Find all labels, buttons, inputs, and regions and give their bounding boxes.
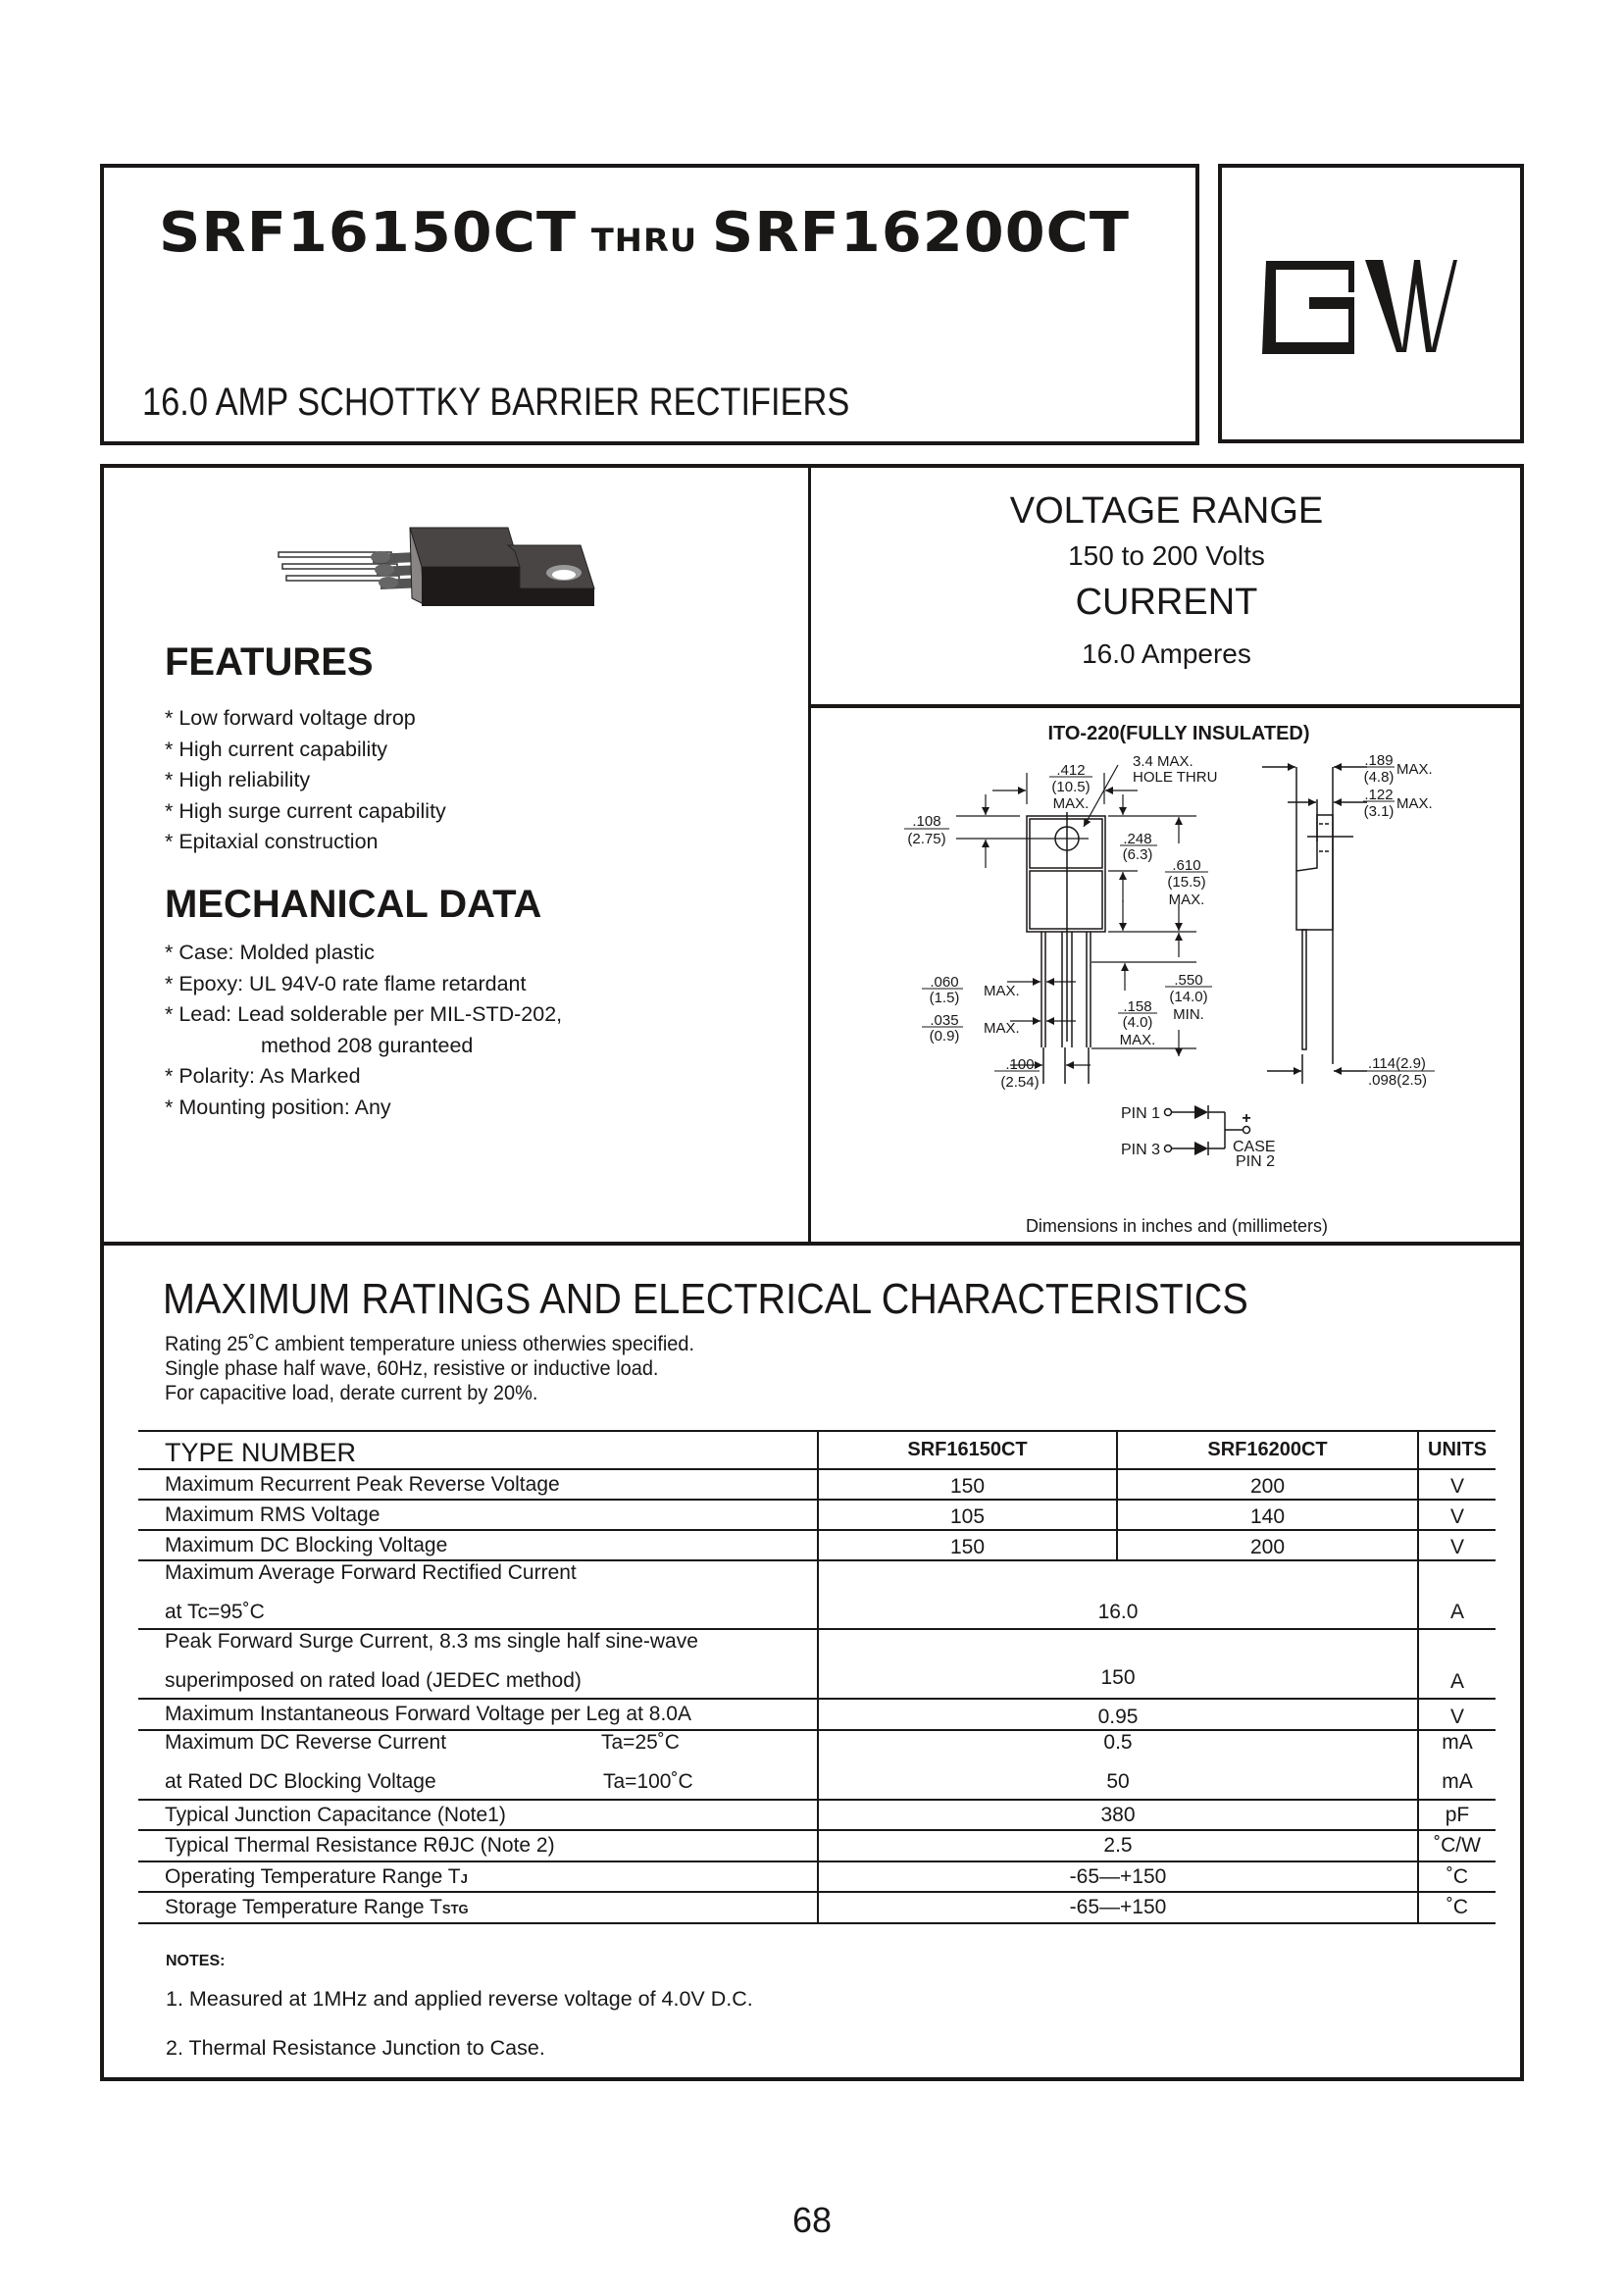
svg-text:.100: .100 bbox=[1005, 1056, 1035, 1073]
mechanical-item: * Lead: Lead solderable per MIL-STD-202, bbox=[165, 1002, 563, 1026]
mechanical-item: method 208 guranteed bbox=[261, 1033, 474, 1057]
condition-line: Single phase half wave, 60Hz, resistive or inductive load. bbox=[165, 1357, 659, 1380]
feature-item: * Low forward voltage drop bbox=[165, 706, 416, 730]
table-row: Operating Temperature Range TJ -65—+150 ˚C bbox=[138, 1861, 1496, 1892]
table-header-row bbox=[138, 1431, 1496, 1469]
svg-text:MAX.: MAX. bbox=[1168, 892, 1205, 908]
svg-text:.610: .610 bbox=[1172, 857, 1201, 874]
note-item: 2. Thermal Resistance Junction to Case. bbox=[166, 2036, 545, 2060]
plus-label: + bbox=[1242, 1110, 1251, 1127]
package-title: ITO-220(FULLY INSULATED) bbox=[1047, 723, 1310, 744]
mechanical-item: * Epoxy: UL 94V-0 rate flame retardant bbox=[165, 971, 527, 995]
page-number: 68 bbox=[791, 2200, 833, 2240]
svg-text:.189: .189 bbox=[1364, 752, 1394, 769]
svg-text:.158: .158 bbox=[1123, 998, 1152, 1015]
svg-text:.412: .412 bbox=[1056, 762, 1086, 779]
svg-text:.248: .248 bbox=[1123, 831, 1152, 847]
svg-text:(10.5): (10.5) bbox=[1051, 779, 1091, 795]
svg-text:MAX.: MAX. bbox=[1396, 761, 1433, 778]
document-title bbox=[159, 201, 1130, 265]
notes-heading: NOTES: bbox=[166, 1953, 226, 1969]
ratings-heading: MAXIMUM RATINGS AND ELECTRICAL CHARACTERISTICS bbox=[163, 1275, 1248, 1323]
svg-text:MAX.: MAX. bbox=[1052, 795, 1090, 812]
pin2-label: PIN 2 bbox=[1236, 1153, 1276, 1170]
table-row: Storage Temperature Range TSTG -65—+150 ˚C bbox=[138, 1892, 1496, 1923]
col-units: UNITS bbox=[1418, 1431, 1496, 1469]
feature-item: * Epitaxial construction bbox=[165, 830, 379, 853]
svg-text:.114(2.9): .114(2.9) bbox=[1368, 1055, 1426, 1072]
svg-text:.122: .122 bbox=[1364, 787, 1394, 803]
mechanical-heading: MECHANICAL DATA bbox=[165, 883, 542, 926]
dimensions-caption: Dimensions in inches and (millimeters) bbox=[1025, 1216, 1329, 1236]
pin-schematic bbox=[1121, 1105, 1276, 1170]
diode-1-icon bbox=[1194, 1105, 1208, 1119]
ito220-package-drawing bbox=[814, 708, 1520, 1238]
logo-letter-g bbox=[1262, 261, 1354, 354]
svg-text:(2.75): (2.75) bbox=[907, 831, 946, 847]
section-divider bbox=[100, 1242, 1523, 1246]
svg-text:MAX.: MAX. bbox=[1396, 795, 1433, 812]
features-list bbox=[165, 703, 446, 858]
col-srf16150ct: SRF16150CT bbox=[818, 1431, 1117, 1469]
svg-text:(15.5): (15.5) bbox=[1167, 874, 1206, 891]
feature-item: * High reliability bbox=[165, 768, 311, 791]
svg-text:3.4 MAX.: 3.4 MAX. bbox=[1133, 753, 1193, 770]
part-number-from: SRF16150CT bbox=[159, 201, 578, 265]
features-heading: FEATURES bbox=[165, 640, 374, 684]
thru-label: THRU bbox=[590, 222, 698, 259]
svg-text:.035: .035 bbox=[930, 1012, 959, 1029]
svg-text:(2.54): (2.54) bbox=[1000, 1074, 1040, 1091]
table-row: Maximum Average Forward Rectified Current at Tc=95˚C 16.0 A bbox=[138, 1560, 1496, 1629]
svg-text:MAX.: MAX. bbox=[984, 1020, 1020, 1037]
table-row: Typical Thermal Resistance RθJC (Note 2) 2.5 ˚C/W bbox=[138, 1830, 1496, 1861]
svg-text:HOLE THRU: HOLE THRU bbox=[1133, 769, 1218, 786]
svg-text:(3.1): (3.1) bbox=[1363, 803, 1395, 820]
svg-text:(4.0): (4.0) bbox=[1122, 1014, 1153, 1031]
svg-text:(6.3): (6.3) bbox=[1122, 846, 1153, 863]
svg-text:(0.9): (0.9) bbox=[929, 1028, 960, 1045]
svg-text:.060: .060 bbox=[930, 974, 959, 991]
pin3-label: PIN 3 bbox=[1121, 1142, 1161, 1158]
svg-text:.098(2.5): .098(2.5) bbox=[1368, 1072, 1428, 1089]
gw-logo bbox=[1262, 257, 1466, 355]
mechanical-list bbox=[165, 938, 562, 1123]
part-number-to: SRF16200CT bbox=[711, 201, 1131, 265]
voltage-range-label: VOLTAGE RANGE bbox=[1009, 490, 1324, 532]
mechanical-item: * Polarity: As Marked bbox=[165, 1064, 361, 1088]
mechanical-item: * Mounting position: Any bbox=[165, 1095, 391, 1119]
front-view bbox=[1027, 812, 1105, 1084]
svg-text:.550: .550 bbox=[1174, 972, 1203, 989]
table-row: Maximum DC Blocking Voltage 150 200 V bbox=[138, 1530, 1496, 1560]
feature-item: * High current capability bbox=[165, 737, 388, 761]
side-view bbox=[1262, 767, 1367, 1084]
document-subtitle: 16.0 AMP SCHOTTKY BARRIER RECTIFIERS bbox=[142, 381, 850, 424]
table-row: Peak Forward Surge Current, 8.3 ms single half sine-wave superimposed on rated load (JEDEC method) 150 A bbox=[138, 1629, 1496, 1699]
feature-item: * High surge current capability bbox=[165, 798, 446, 823]
svg-text:(1.5): (1.5) bbox=[929, 990, 960, 1006]
col-type-number: TYPE NUMBER bbox=[138, 1431, 818, 1469]
svg-text:(14.0): (14.0) bbox=[1169, 989, 1208, 1005]
svg-text:.108: .108 bbox=[912, 813, 941, 830]
condition-line: For capacitive load, derate current by 20%. bbox=[165, 1382, 538, 1404]
svg-text:MAX.: MAX. bbox=[1119, 1032, 1156, 1048]
package-body-front bbox=[422, 567, 520, 606]
transistor-illustration bbox=[275, 520, 608, 618]
logo-letter-w bbox=[1365, 260, 1457, 352]
ratings-table bbox=[138, 1430, 1496, 1924]
package-tab bbox=[508, 545, 594, 588]
note-item: 1. Measured at 1MHz and applied reverse voltage of 4.0V D.C. bbox=[166, 1987, 753, 2011]
table-row: Maximum Instantaneous Forward Voltage per Leg at 8.0A 0.95 V bbox=[138, 1699, 1496, 1730]
table-row: Maximum DC Reverse Current Ta=25˚C at Rated DC Blocking Voltage Ta=100˚C 0.5 50 mA mA bbox=[138, 1730, 1496, 1800]
package-body-top bbox=[410, 528, 520, 567]
pin1-label: PIN 1 bbox=[1121, 1105, 1161, 1122]
voltage-range-value: 150 to 200 Volts bbox=[1068, 540, 1265, 571]
table-row: Typical Junction Capacitance (Note1) 380 pF bbox=[138, 1800, 1496, 1830]
svg-text:MAX.: MAX. bbox=[984, 983, 1020, 999]
case-label: CASE bbox=[1233, 1139, 1276, 1155]
condition-line: Rating 25˚C ambient temperature uniess otherwies specified. bbox=[165, 1333, 695, 1355]
svg-text:MIN.: MIN. bbox=[1173, 1006, 1204, 1023]
table-row: Maximum Recurrent Peak Reverse Voltage 150 200 V bbox=[138, 1469, 1496, 1500]
current-value: 16.0 Amperes bbox=[1082, 638, 1251, 669]
col-srf16200ct: SRF16200CT bbox=[1117, 1431, 1418, 1469]
svg-text:(4.8): (4.8) bbox=[1363, 769, 1395, 786]
mechanical-item: * Case: Molded plastic bbox=[165, 941, 375, 964]
ratings-conditions bbox=[165, 1332, 694, 1405]
current-label: CURRENT bbox=[1075, 582, 1258, 623]
table-row: Maximum RMS Voltage 105 140 V bbox=[138, 1500, 1496, 1530]
diode-2-icon bbox=[1194, 1142, 1208, 1155]
